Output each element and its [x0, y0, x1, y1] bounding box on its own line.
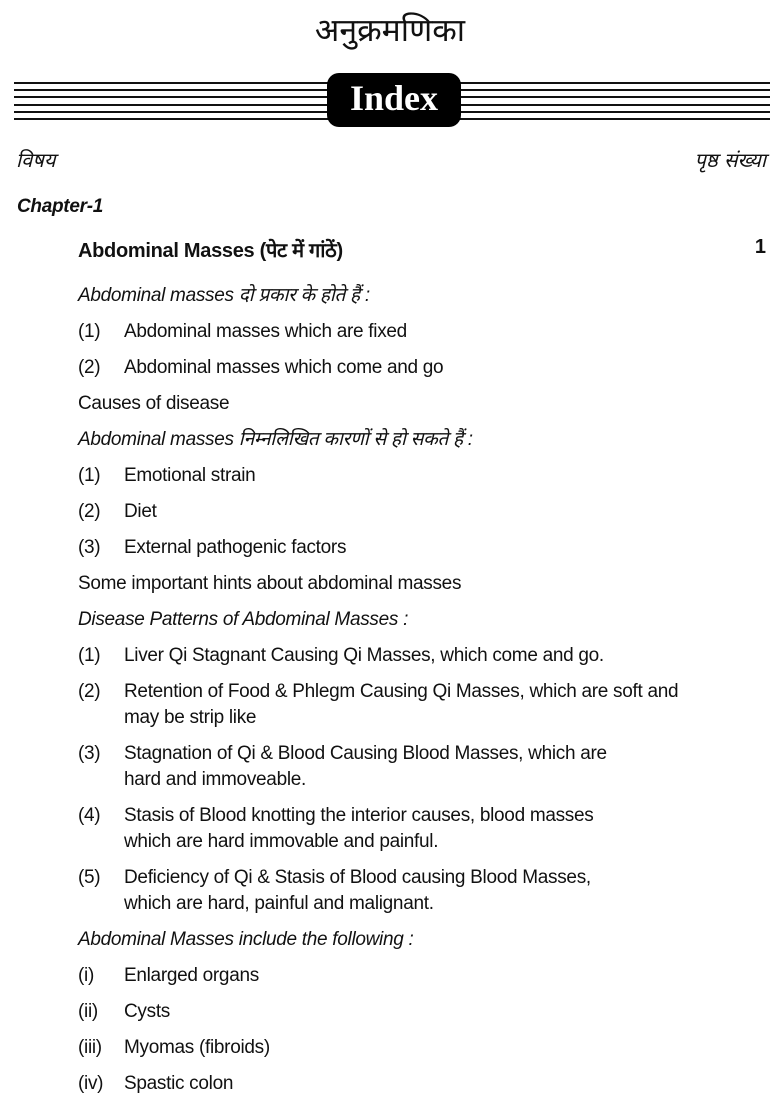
list-item — [78, 1030, 718, 1066]
types-intro: Abdominal masses दो प्रकार के होते हैं : — [78, 285, 370, 306]
item-text: Myomas (fibroids) — [124, 1037, 270, 1058]
list-item — [78, 314, 718, 350]
item-text: Enlarged organs — [124, 965, 259, 986]
decorative-rules-left — [14, 82, 334, 120]
list-item — [78, 736, 718, 798]
item-text: Emotional strain — [124, 465, 256, 486]
item-text: Abdominal masses which come and go — [124, 357, 444, 378]
patterns-heading: Disease Patterns of Abdominal Masses : — [78, 609, 409, 630]
item-number: (ii) — [78, 1001, 98, 1022]
page-number-column-heading: पृष्ठ संख्या — [694, 148, 766, 172]
item-text: Abdominal masses which are fixed — [124, 321, 407, 342]
list-item — [78, 798, 718, 860]
list-item — [78, 860, 718, 922]
item-number: (3) — [78, 537, 101, 558]
chapter-heading: Chapter-1 — [17, 196, 103, 217]
causes-intro: Abdominal masses निम्नलिखित कारणों से हो सकते हैं : — [78, 429, 473, 450]
item-number: (2) — [78, 501, 101, 522]
list-item — [78, 994, 718, 1030]
topic-page-number: 1 — [754, 236, 766, 258]
list-item — [78, 458, 718, 494]
item-number: (2) — [78, 357, 101, 378]
list-item — [78, 350, 718, 386]
list-item — [78, 530, 718, 566]
include-heading: Abdominal Masses include the following : — [78, 929, 414, 950]
item-number: (1) — [78, 645, 101, 666]
item-text: Spastic colon — [124, 1073, 234, 1094]
item-text: Deficiency of Qi & Stasis of Blood causing Blood Masses, which are hard, painful and malignant. — [124, 867, 591, 914]
list-item — [78, 494, 718, 530]
index-banner: Index — [327, 73, 461, 127]
list-item — [78, 1066, 718, 1102]
decorative-rules-right — [455, 82, 770, 120]
item-number: (1) — [78, 321, 101, 342]
item-text: Retention of Food & Phlegm Causing Qi Masses, which are soft and may be strip like — [124, 681, 679, 728]
index-body — [78, 278, 718, 1102]
item-number: (iv) — [78, 1073, 104, 1094]
item-number: (2) — [78, 681, 101, 702]
item-text: Diet — [124, 501, 157, 522]
item-text: Stasis of Blood knotting the interior causes, blood masses which are hard immovable and painful. — [124, 805, 594, 852]
list-item — [78, 958, 718, 994]
subject-column-heading: विषय — [16, 148, 56, 172]
item-number: (i) — [78, 965, 94, 986]
item-text: Cysts — [124, 1001, 171, 1022]
item-number: (5) — [78, 867, 101, 888]
hints-line: Some important hints about abdominal masses — [78, 573, 462, 594]
topic-title: Abdominal Masses (पेट में गांठें) — [78, 240, 343, 262]
hindi-title: अनुक्रमणिका — [314, 11, 466, 49]
item-number: (1) — [78, 465, 101, 486]
item-number: (iii) — [78, 1037, 102, 1058]
list-item — [78, 638, 718, 674]
item-text: Liver Qi Stagnant Causing Qi Masses, which come and go. — [124, 645, 604, 666]
causes-heading: Causes of disease — [78, 393, 230, 414]
item-number: (4) — [78, 805, 101, 826]
item-text: External pathogenic factors — [124, 537, 347, 558]
list-item — [78, 674, 718, 736]
item-text: Stagnation of Qi & Blood Causing Blood Masses, which are hard and immoveable. — [124, 743, 607, 790]
item-number: (3) — [78, 743, 101, 764]
